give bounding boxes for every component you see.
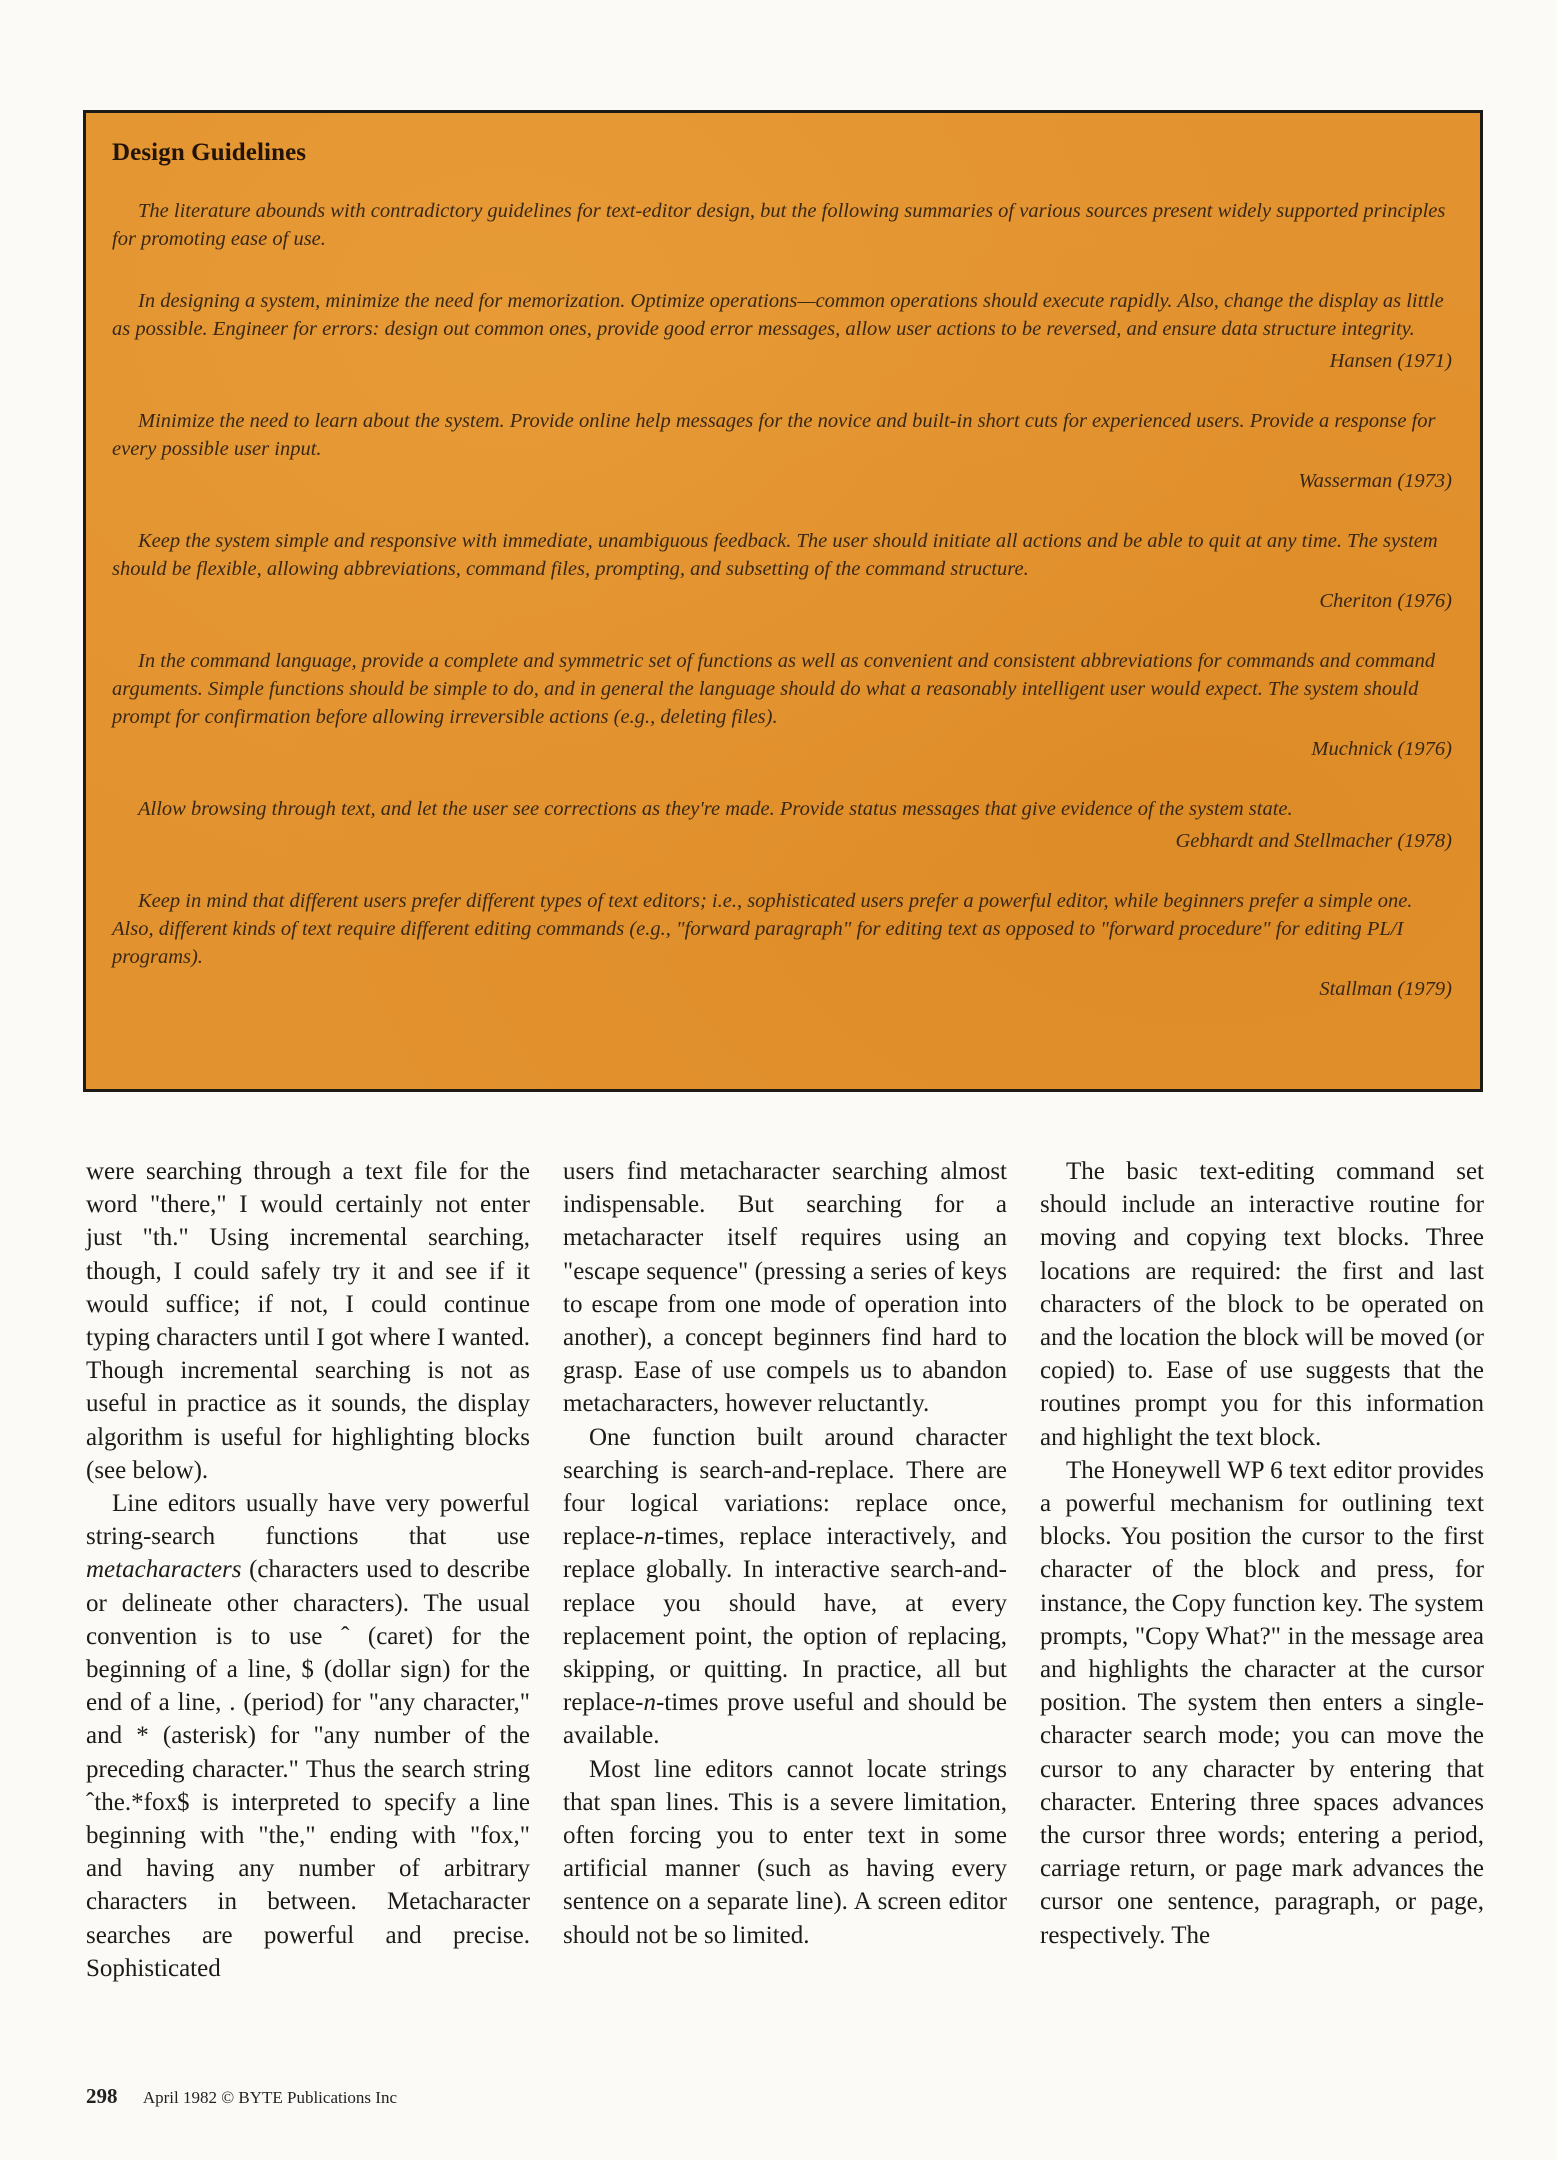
page-number: 298 [86, 2084, 118, 2108]
guideline-hansen [112, 287, 1452, 375]
guideline-text: In designing a system, minimize the need for memorization. Optimize operations—common operations should execute rapidly. Also, change the display as little as possible. Engineer for errors: design out common ones, provide good error messages, allow user actions to be reversed, and ensure data structure integrity. [112, 290, 1444, 340]
design-guidelines-sidebar [83, 110, 1483, 1092]
column-2 [563, 1155, 1007, 1985]
guideline-citation: Gebhardt and Stellmacher (1978) [1175, 830, 1452, 852]
sidebar-intro: The literature abounds with contradictory guidelines for text-editor design, but the following summaries of various sources present widely supported principles for promoting ease of use. [112, 200, 1446, 250]
guideline-citation: Stallman (1979) [1319, 978, 1452, 1000]
guideline-muchnick [112, 647, 1452, 763]
paragraph: users find metacharacter searching almost indispensable. But searching for a metacharacter itself requires using an "escape sequence" (pressing a series of keys to escape from one mode of operation into another), a concept beginners find hard to grasp. Ease of use compels us to abandon metacharacters, however reluctantly. [563, 1158, 1007, 1418]
guideline-citation: Muchnick (1976) [1311, 738, 1452, 760]
guideline-text: Minimize the need to learn about the system. Provide online help messages for the novice and built-in short cuts for experienced users. Provide a response for every possible user input. [112, 410, 1436, 460]
guideline-wasserman [112, 407, 1452, 495]
paragraph: The basic text-editing command set should include an interactive routine for moving and copying text blocks. Three locations are required: the first and last characters of the block to be operated on and the location the block will be moved (or copied) to. Ease of use suggests that the routines prompt you for this information and highlight the text block. [1040, 1158, 1484, 1451]
paragraph: The Honeywell WP 6 text editor provides a powerful mechanism for outlining text blocks. You position the cursor to the first character of the block and press, for instance, the Copy function key. The system prompts, "Copy What?" in the message area and highlights the character at the cursor position. The system then enters a single-character search mode; you can move the cursor to any character by entering that character. Entering three spaces advances the cursor three words; entering a period, carriage return, or page mark advances the cursor one sentence, paragraph, or page, respectively. The [1040, 1456, 1484, 1949]
text-run: (characters used to describe or delineate other characters). The usual convention is to use ˆ (caret) for the beginning of a line, $ (dollar sign) for the end of a line, . (period) for "any character," and * (asterisk) for "any number of the preceding character." Thus the search string ˆthe.*fox$ is interpreted to specify a line beginning with "the," ending with "fox," and having any number of arbitrary characters in between. Metacharacter searches are powerful and precise. Sophisticated [86, 1556, 530, 1982]
guideline-text: In the command language, provide a complete and symmetric set of functions as well as convenient and consistent abbreviations for commands and command arguments. Simple functions should be simple to do, and in general the language should do what a reasonably intelligent user would expect. The system should prompt for confirmation before allowing irreversible actions (e.g., deleting files). [112, 650, 1436, 728]
text-run: -times, replace interactively, and replace globally. In interactive search-and-replace you should have, at every replacement point, the option of replacing, skipping, or quitting. In practice, all but replace- [563, 1523, 1007, 1717]
paragraph: Most line editors cannot locate strings that span lines. This is a severe limitation, often forcing you to enter text in some artificial manner (such as having every sentence on a separate line). A screen editor should not be so limited. [563, 1755, 1007, 1949]
italic-n: n [643, 1523, 656, 1551]
guideline-text: Allow browsing through text, and let the user see corrections as they're made. Provide status messages that give evidence of the system state. [138, 798, 1293, 820]
guideline-cheriton [112, 527, 1452, 615]
italic-n: n [643, 1689, 656, 1717]
guideline-citation: Wasserman (1973) [1298, 470, 1452, 492]
guideline-text: Keep the system simple and responsive with immediate, unambiguous feedback. The user should initiate all actions and be able to quit at any time. The system should be flexible, allowing abbreviations, command files, prompting, and subsetting of the command structure. [112, 530, 1438, 580]
guideline-gebhardt-stellmacher [112, 795, 1452, 855]
text-run: One function built around character searching is search-and-replace. There are four logical variations: replace once, replace- [563, 1423, 1007, 1551]
column-1 [86, 1155, 530, 1985]
column-3 [1040, 1155, 1484, 1985]
publication-credit: April 1982 © BYTE Publications Inc [142, 2088, 398, 2107]
paragraph: were searching through a text file for the word "there," I would certainly not enter just "th." Using incremental searching, though, I could safely try it and see if it would suffice; if not, I could continue typing characters until I got where I wanted. Though incremental searching is not as useful in practice as it sounds, the display algorithm is useful for highlighting blocks (see below). [86, 1158, 530, 1484]
guideline-citation: Cheriton (1976) [1319, 590, 1452, 612]
guideline-stallman [112, 887, 1452, 1003]
page-footer [86, 2084, 397, 2109]
guideline-citation: Hansen (1971) [1329, 350, 1452, 372]
paragraph [86, 1487, 530, 1985]
term-metacharacters: metacharacters [86, 1556, 242, 1584]
sidebar-title: Design Guidelines [112, 139, 307, 166]
text-run: Line editors usually have very powerful string-search functions that use [86, 1490, 530, 1551]
text-run: -times prove useful and should be available. [563, 1689, 1007, 1750]
guideline-text: Keep in mind that different users prefer different types of text editors; i.e., sophisticated users prefer a powerful editor, while beginners prefer a simple one. Also, different kinds of text require different editing commands (e.g., "forward paragraph" for editing text as opposed to "forward procedure" for editing PL/I programs). [112, 890, 1413, 968]
paragraph [563, 1421, 1007, 1753]
article-body [86, 1155, 1486, 1985]
